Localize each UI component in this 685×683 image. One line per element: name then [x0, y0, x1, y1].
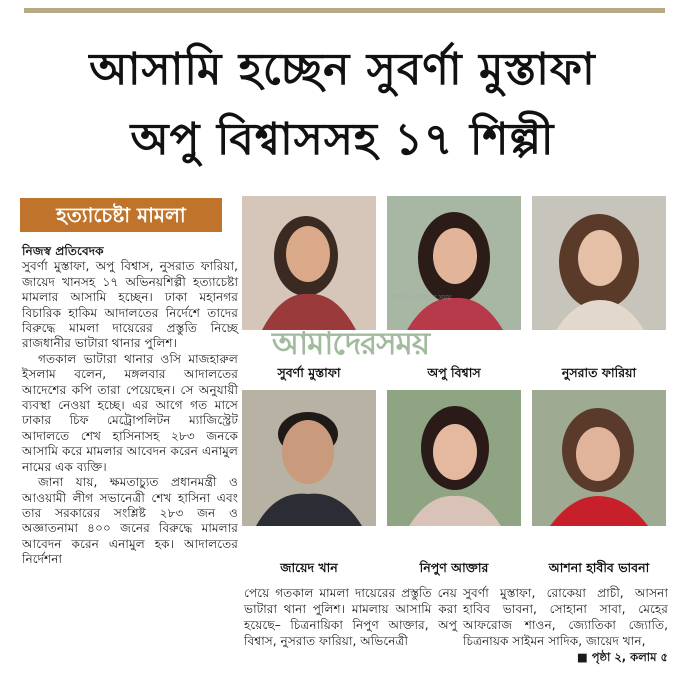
caption-apu-biswas: অপু বিশ্বাস	[427, 365, 481, 380]
photo-zayed-khan	[242, 390, 376, 526]
case-tag: হত্যাচেষ্টা মামলা	[20, 198, 222, 232]
paragraph-2: গতকাল ভাটারা থানার ওসি মাজহারুল ইসলাম বলেন, মঙ্গলবার আদালতের আদেশের কপি তারা পেয়েছেন। সে অনুযায়ী ব্যবস্থা নেওয়া হচ্ছে। এর আগে গত মাসে ঢাকার চিফ মেট্রোপলিটন ম্যাজিস্ট্রেট আদালতে শেখ হাসিনাসহ ২৮৩ জনকে আসামি করে মামলার আবেদন করেন এনামুল নামের এক ব্যক্তি।	[22, 351, 238, 474]
photo-ashna-habib-bhabna	[532, 390, 666, 526]
photo-nipun-akter	[387, 390, 521, 526]
paragraph-3: জানা যায়, ক্ষমতাচ্যুত প্রধানমন্ত্রী ও আওয়ামী লীগ সভানেত্রী শেখ হাসিনা এবং তার সরকারের সংশ্লিষ্ট ২৮৩ জন ও অজ্ঞাতনামা ৪০০ জনের বিরুদ্ধে মামলার আবেদন করেন এনামুল হক। আদালতের নির্দেশনা	[22, 475, 238, 567]
article-column-1	[22, 244, 238, 568]
article-column-3	[463, 585, 668, 665]
byline: নিজস্ব প্রতিবেদক	[22, 244, 104, 258]
article-column-2: পেয়ে গতকাল মামলা দায়েরের প্রস্তুতি নেয় ভাটারা থানা পুলিশ। মামলায় আসামি করা হয়েছে– চিত্রনায়িকা নিপুণ আক্তার, অপু বিশ্বাস, নুসরাত ফারিয়া, অভিনেত্রী	[244, 586, 457, 648]
watermark: আমাদেরসময়	[272, 326, 430, 362]
caption-zayed-khan: জায়েদ খান	[280, 560, 338, 575]
headline-line-1: আসামি হচ্ছেন সুবর্ণা মুস্তাফা	[89, 44, 596, 95]
photo-subarna-mustafa	[242, 196, 376, 330]
caption-nipun-akter: নিপুণ আক্তার	[419, 560, 489, 575]
column-3-text: সুবর্ণা মুস্তাফা, রোকেয়া প্রাচী, আসনা হাবিব ভাবনা, সোহানা সাবা, মেহের আফরোজ শাওন, জ্যোতিকা জ্যোতি, চিত্রনায়ক সাইমন সাদিক, জায়েদ খান,	[463, 586, 668, 648]
caption-nusrat-faria: নুসরাত ফারিয়া	[561, 365, 637, 380]
photo-apu-biswas	[387, 196, 521, 330]
top-rule	[24, 8, 665, 13]
photo-nusrat-faria	[532, 196, 666, 330]
caption-subarna-mustafa: সুবর্ণা মুস্তাফা	[277, 365, 341, 380]
caption-ashna-habib-bhabna: আশনা হাবীব ভাবনা	[548, 560, 650, 575]
paragraph-1: সুবর্ণা মুস্তাফা, অপু বিশ্বাস, নুসরাত ফারিয়া, জায়েদ খানসহ ১৭ অভিনয়শিল্পী হত্যাচেষ্টা মামলার আসামি হচ্ছেন। ঢাকা মহানগর বিচারিক হাকিম আদালতের নির্দেশে তাদের বিরুদ্ধে মামলা দায়েরের প্রস্তুতি নিচ্ছে রাজধানীর ভাটারা থানার পুলিশ।	[22, 259, 238, 351]
continued-marker: ■ পৃষ্ঠা ২, কলাম ৫	[576, 650, 668, 664]
headline-line-2: অপু বিশ্বাসসহ ১৭ শিল্পী	[130, 114, 555, 165]
watermark-small: দৈনিক আমাদের সময়	[392, 294, 452, 302]
